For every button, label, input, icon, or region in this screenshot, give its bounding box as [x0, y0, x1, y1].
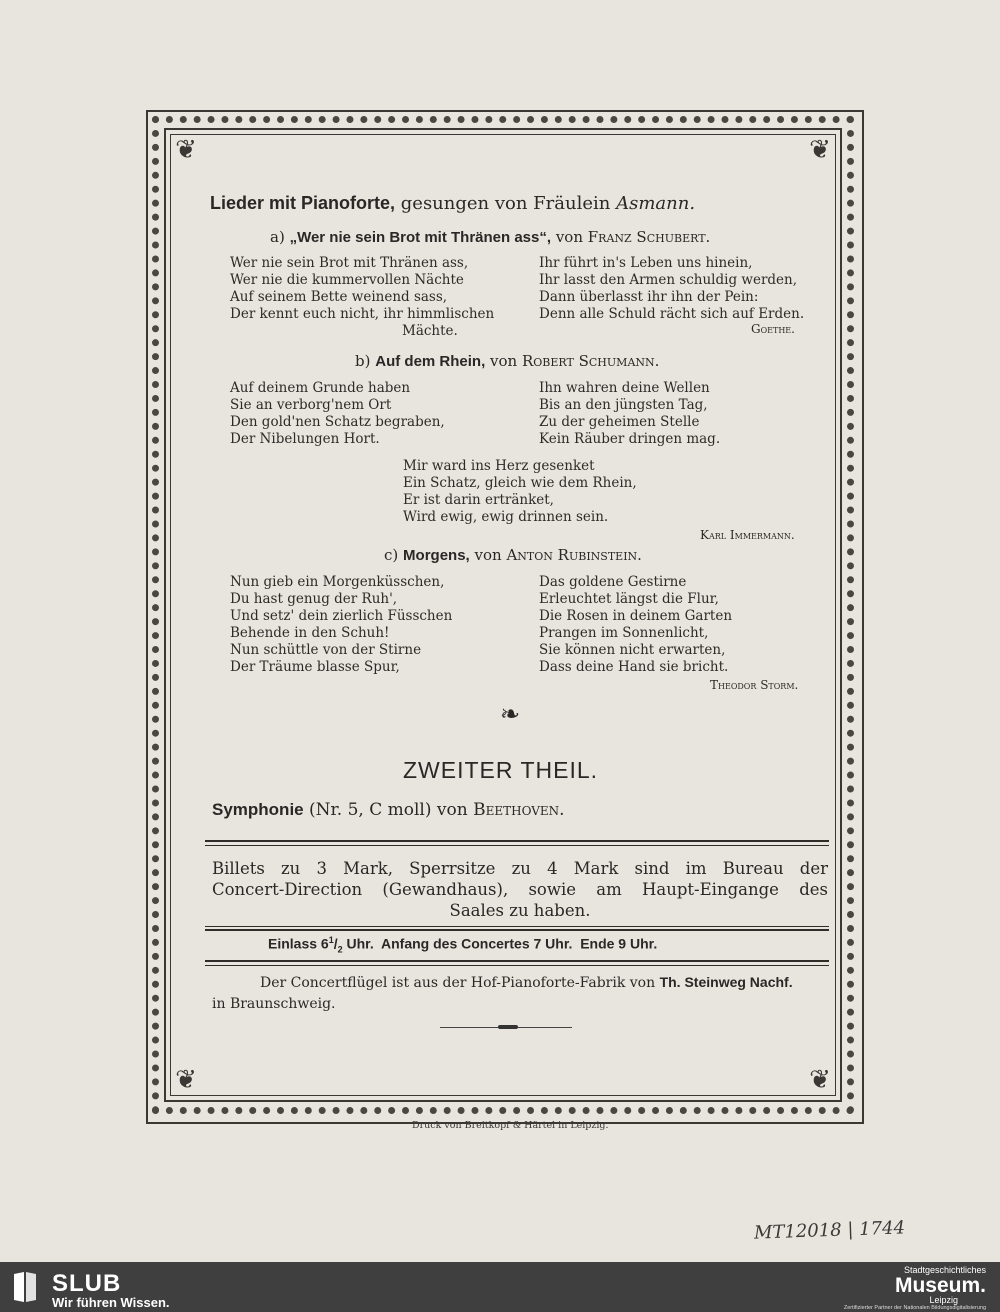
- song-b-center-stanza: Mir ward ins Herz gesenket Ein Schatz, gleich wie dem Rhein, Er ist darin ertränket, Wird ewig, ewig drinnen sein.: [403, 458, 637, 525]
- song-a-left-stanza: Wer nie sein Brot mit Thränen ass, Wer nie die kummervollen Nächte Auf seinem Bette weinend sass, Der kennt euch nicht, ihr himmlischen Mächte.: [230, 255, 495, 339]
- piano-note: Der Concertflügel ist aus der Hof-Pianoforte-Fabrik von Th. Steinweg Nachf.: [260, 974, 793, 991]
- part-two-heading: ZWEITER THEIL.: [403, 757, 599, 783]
- song-a-title: a) „Wer nie sein Brot mit Thränen ass“, von Franz Schubert.: [270, 228, 711, 246]
- heading-rest: gesungen von Fräulein: [400, 193, 611, 214]
- song-b-left-stanza: Auf deinem Grunde haben Sie an verborg'nem Ort Den gold'nen Schatz begraben, Der Nibelungen Hort.: [230, 380, 445, 447]
- museum-city: Leipzig: [929, 1295, 958, 1305]
- slub-tagline: Wir führen Wissen.: [52, 1295, 170, 1310]
- printer-note: Druck von Breitkopf & Härtel in Leipzig.: [412, 1120, 609, 1131]
- slub-logo-icon[interactable]: [10, 1270, 40, 1304]
- song-c-left-stanza: Nun gieb ein Morgenküsschen, Du hast genug der Ruh', Und setz' dein zierlich Füsschen Behende in den Schuh! Nun schüttle von der Stirne Der Träume blasse Spur,: [230, 574, 453, 675]
- divider-rule: [205, 845, 829, 846]
- divider-rule: [205, 965, 829, 966]
- song-b-title: b) Auf dem Rhein, von Robert Schumann.: [355, 352, 660, 370]
- footer-bar: [0, 1262, 1000, 1312]
- song-a-right-stanza: Ihr führt in's Leben uns hinein, Ihr lasst den Armen schuldig werden, Dann überlasst ihr ihn der Pein: Denn alle Schuld rächt sich auf Erden.: [539, 255, 805, 322]
- poet-name: Karl Immermann.: [700, 528, 795, 542]
- end-rule-ornament: [498, 1025, 518, 1029]
- divider-rule: [205, 960, 829, 962]
- composer-name: Beethoven.: [473, 800, 565, 820]
- corner-ornament-icon: ❦: [809, 1065, 831, 1095]
- song-b-right-stanza: Ihn wahren deine Wellen Bis an den jüngsten Tag, Zu der geheimen Stelle Kein Räuber dringen mag.: [539, 380, 721, 447]
- composer-name: Anton Rubinstein.: [506, 546, 642, 564]
- piano-maker: Th. Steinweg Nachf.: [659, 974, 793, 990]
- singer-name: Asmann.: [616, 193, 696, 214]
- poet-name: Theodor Storm.: [710, 678, 799, 692]
- times-line: Einlass $6^1/_2$ Uhr. Anfang des Concertes 7 Uhr. Ende 9 Uhr.: [268, 935, 658, 955]
- slub-name[interactable]: SLUB: [52, 1270, 122, 1297]
- fleuron-icon: ❧: [500, 700, 521, 728]
- piano-place: in Braunschweig.: [212, 996, 336, 1012]
- song-c-title: c) Morgens, von Anton Rubinstein.: [384, 546, 642, 564]
- museum-name[interactable]: Museum.: [894, 1274, 986, 1297]
- divider-rule: [205, 926, 829, 927]
- corner-ornament-icon: ❦: [809, 135, 831, 165]
- museum-top-line: Stadtgeschichtliches: [903, 1265, 986, 1275]
- symphony-line: Symphonie (Nr. 5, C moll) von Beethoven.: [212, 800, 565, 820]
- museum-certificate: Zertifizierter Partner der Nationalen Bildungsdigitalisierung: [843, 1305, 986, 1311]
- poet-name: Goethe.: [751, 322, 795, 336]
- program-heading: [210, 193, 695, 214]
- corner-ornament-icon: ❦: [175, 135, 197, 165]
- heading-bold: Lieder mit Pianoforte,: [210, 193, 396, 213]
- divider-rule: [205, 840, 829, 842]
- ticket-info: Billets zu 3 Mark, Sperrsitze zu 4 Mark sind im Bureau der Concert-Direction (Gewandhaus), sowie am Haupt-Eingange des Saales zu haben.: [212, 859, 828, 920]
- composer-name: Franz Schubert.: [587, 228, 711, 246]
- song-c-right-stanza: Das goldene Gestirne Erleuchtet längst die Flur, Die Rosen in deinem Garten Prangen im Sonnenlicht, Sie können nicht erwarten, Dass deine Hand sie bricht.: [539, 574, 733, 675]
- divider-rule: [205, 929, 829, 931]
- corner-ornament-icon: ❦: [175, 1065, 197, 1095]
- composer-name: Robert Schumann.: [522, 352, 660, 370]
- shelfmark: MT12018 | 1744: [753, 1217, 906, 1244]
